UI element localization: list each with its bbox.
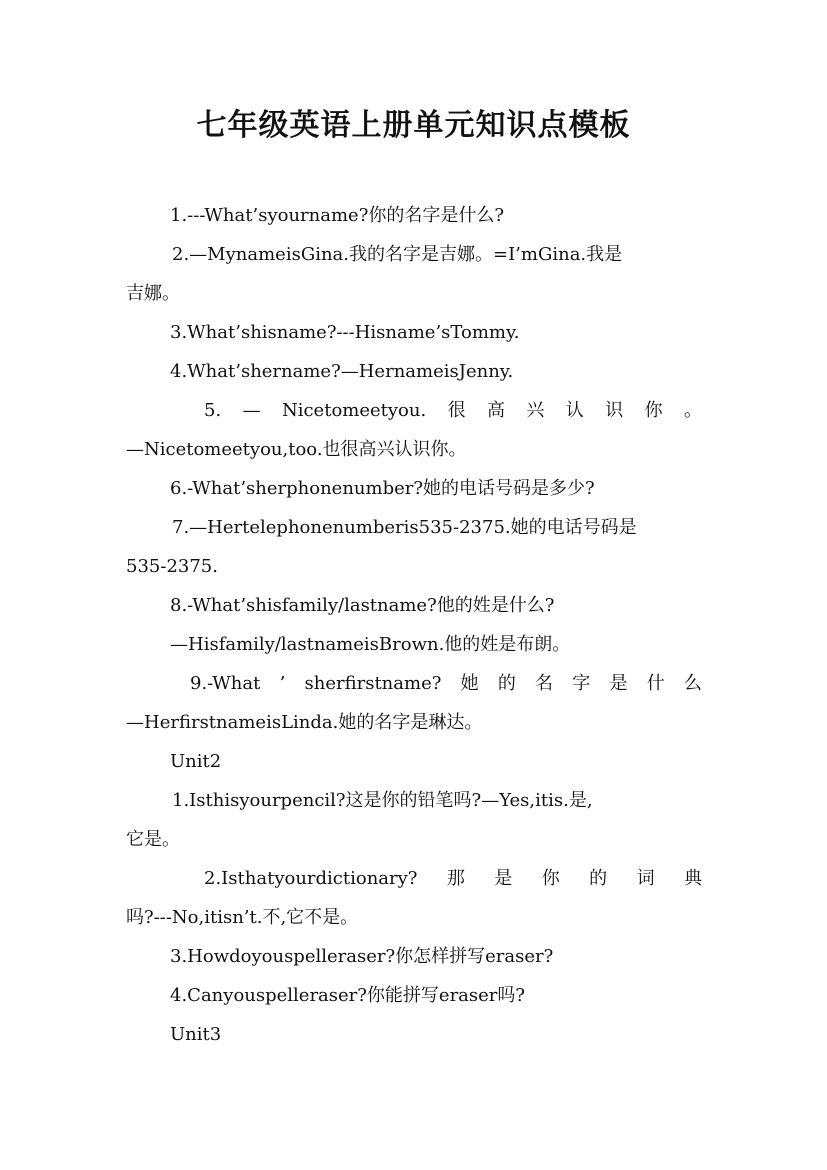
text-fragment: 词 <box>636 868 655 889</box>
section-heading: Unit3 <box>170 1024 222 1045</box>
text-line: —HerfirstnameisLinda.她的名字是琳达。 <box>126 712 483 733</box>
text-fragment: 。 <box>683 400 702 421</box>
text-fragment: 字 <box>572 673 591 694</box>
text-line: 3.Howdoyouspelleraser?你怎样拼写eraser? <box>170 946 554 967</box>
text-fragment: 2.Isthatyourdictionary? <box>204 868 418 889</box>
document-body <box>126 196 702 1054</box>
text-line-justified <box>126 859 702 898</box>
text-fragment: 5. <box>204 400 222 421</box>
text-line: 8.-What’shisfamily/lastname?他的姓是什么? <box>170 595 555 616</box>
text-fragment: 是 <box>609 673 628 694</box>
text-fragment: 她 <box>460 673 479 694</box>
text-fragment: 高 <box>487 400 505 421</box>
text-fragment: 兴 <box>526 400 545 421</box>
text-fragment: 的 <box>589 868 608 889</box>
text-line: 吗?---No,itisn’t.不,它不是。 <box>126 907 359 928</box>
text-line-justified <box>126 391 702 430</box>
text-fragment: 很 <box>447 400 466 421</box>
text-fragment: 那 <box>446 868 465 889</box>
text-fragment: 么 <box>683 673 702 694</box>
text-fragment: 什 <box>646 673 665 694</box>
text-fragment: 名 <box>535 673 554 694</box>
text-fragment: 是 <box>494 868 513 889</box>
text-line: —Hisfamily/lastnameisBrown.他的姓是布朗。 <box>170 634 571 655</box>
text-line: 6.-What’sherphonenumber?她的电话号码是多少? <box>170 478 595 499</box>
text-fragment: 你 <box>541 868 560 889</box>
text-fragment: 你 <box>644 400 663 421</box>
text-line: 1.Isthisyourpencil?这是你的铅笔吗?—Yes,itis.是, <box>172 790 593 811</box>
text-line: 2.—MynameisGina.我的名字是吉娜。=I’mGina.我是 <box>172 244 623 265</box>
text-line: 1.---What’syourname?你的名字是什么? <box>170 205 505 226</box>
text-line: 4.Canyouspelleraser?你能拼写eraser吗? <box>170 985 526 1006</box>
text-line: 535-2375. <box>126 556 218 577</box>
text-line: —Nicetomeetyou,too.也很高兴认识你。 <box>126 439 467 460</box>
text-fragment: 的 <box>497 673 516 694</box>
text-line: 4.What’shername?—HernameisJenny. <box>170 361 514 382</box>
text-fragment: 典 <box>683 868 702 889</box>
text-fragment: — <box>242 400 261 421</box>
text-fragment: 认 <box>565 400 584 421</box>
document-title: 七年级英语上册单元知识点模板 <box>196 108 631 143</box>
text-fragment: 识 <box>605 400 624 421</box>
text-line: 吉娜。 <box>126 283 180 304</box>
text-fragment: sherfirstname? <box>304 673 442 694</box>
text-line-justified <box>126 664 702 703</box>
text-line: 它是。 <box>126 829 180 850</box>
section-heading: Unit2 <box>170 751 222 772</box>
text-line: 3.What’shisname?---Hisname’sTommy. <box>170 322 520 343</box>
text-line: 7.—Hertelephonenumberis535-2375.她的电话号码是 <box>172 517 637 538</box>
text-fragment: ’ <box>279 673 286 694</box>
text-fragment: Nicetomeetyou. <box>281 400 427 421</box>
text-fragment: 9.-What <box>190 673 261 694</box>
